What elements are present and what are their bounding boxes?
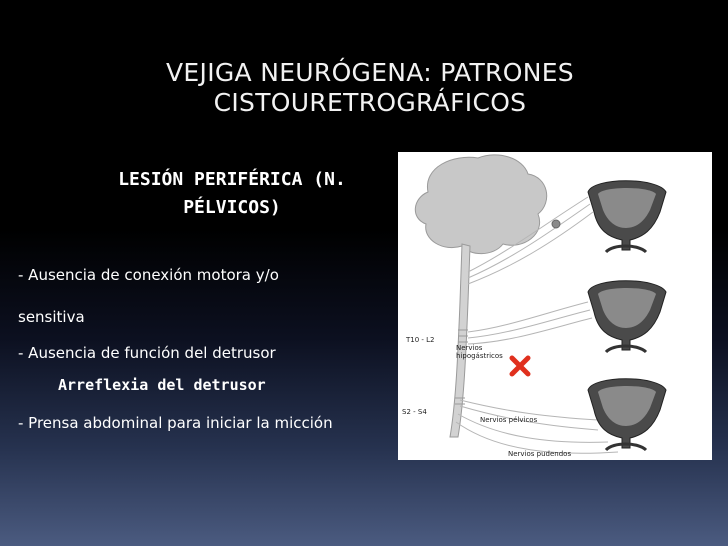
bullet-item: - Prensa abdominal para iniciar la micción — [18, 414, 333, 432]
brain-shape — [415, 155, 546, 254]
title-line-2: CISTOURETROGRÁFICOS — [213, 88, 527, 117]
subtitle-line-1: LESIÓN PERIFÉRICA (N. — [118, 169, 346, 190]
diagram-svg — [398, 152, 712, 460]
bullet-item: sensitiva — [18, 308, 85, 326]
bladder-middle — [588, 281, 666, 352]
bullet-item: - Ausencia de conexión motora y/o — [18, 266, 279, 284]
label-nervios-hipogastricos-1: Nervios — [456, 344, 483, 352]
label-t10-l2: T10 - L2 — [406, 336, 435, 344]
middle-pathways — [468, 302, 592, 344]
label-s2-s4: S2 - S4 — [402, 408, 427, 416]
label-nervios-pelvicos: Nervios pélvicos — [480, 416, 538, 424]
subtitle-line-2: PÉLVICOS) — [183, 197, 281, 218]
slide-title — [120, 58, 620, 118]
bullet-emphasis: Arreflexia del detrusor — [58, 376, 266, 394]
slide-subtitle — [52, 166, 412, 222]
bullet-item: - Ausencia de función del detrusor — [18, 344, 276, 362]
bladder-upper — [588, 181, 666, 252]
title-line-1: VEJIGA NEURÓGENA: PATRONES — [166, 58, 574, 87]
neural-pathway-diagram — [398, 152, 712, 460]
bladder-lower — [588, 379, 666, 450]
lesion-x-mark — [512, 358, 528, 374]
label-nervios-pudendos: Nervios pudendos — [508, 450, 572, 458]
label-nervios-hipogastricos-2: hipogástricos — [456, 352, 503, 360]
